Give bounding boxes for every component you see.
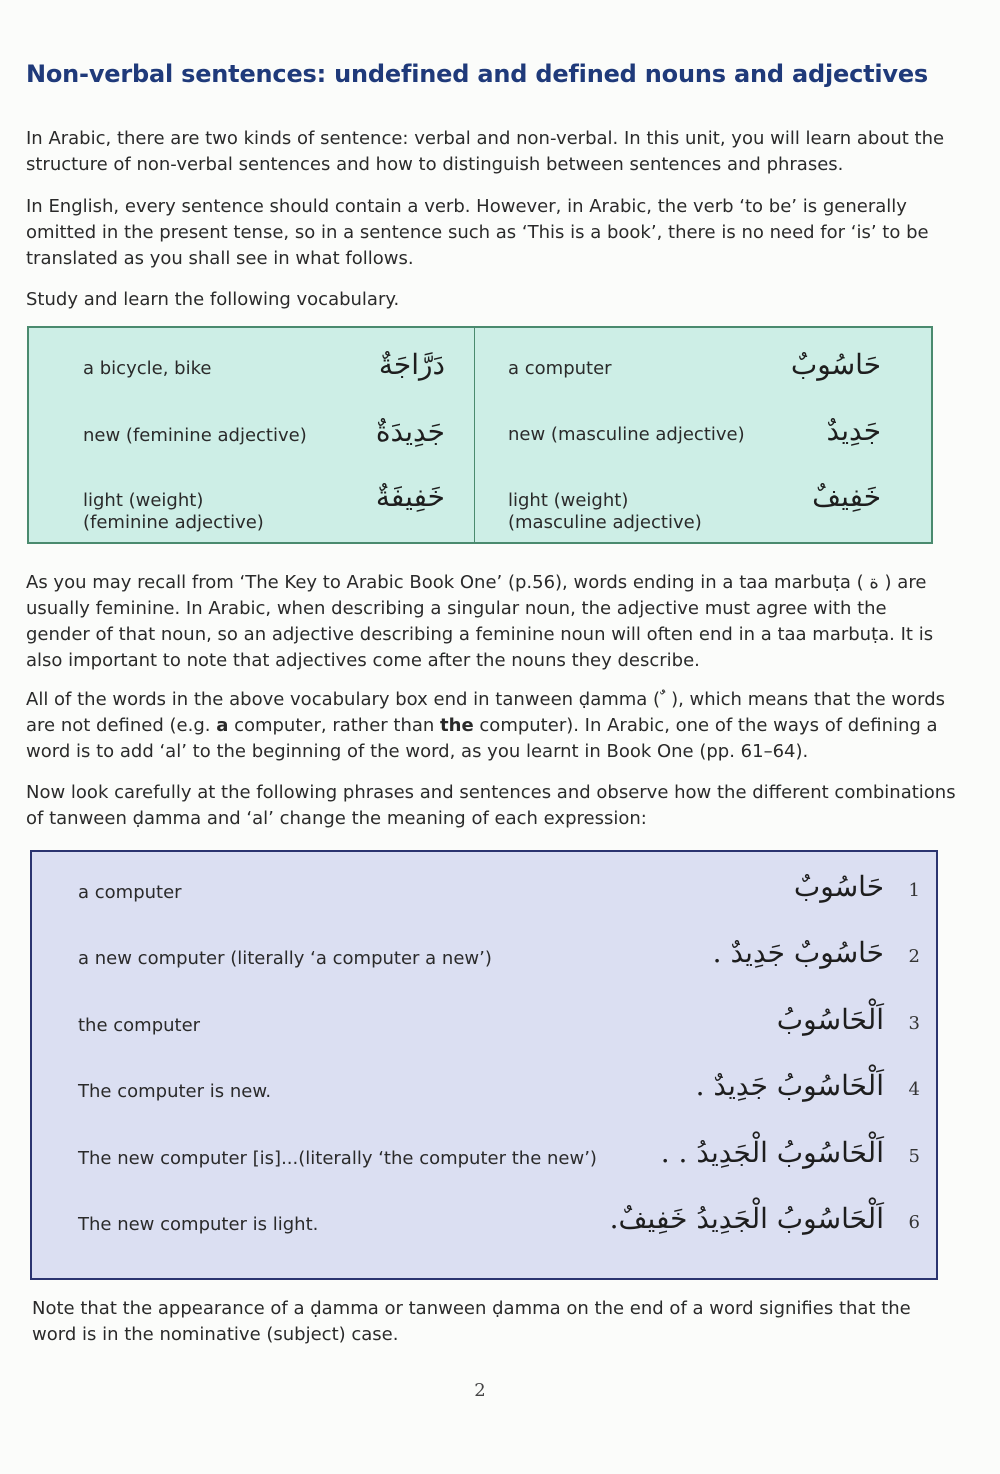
example-english-6: The new computer is light. <box>78 1214 319 1235</box>
vocab-arabic-bicycle: دَرَّاجَةٌ <box>378 348 445 381</box>
example-english-3: the computer <box>78 1015 201 1036</box>
vocab-english-new-masculine: new (masculine adjective) <box>508 424 745 445</box>
section-heading: Non-verbal sentences: undefined and defined nouns and adjectives <box>26 60 929 88</box>
vocab-arabic-computer: حَاسُوبٌ <box>790 348 881 381</box>
page-number: 2 <box>474 1380 486 1401</box>
combinations-paragraph: Now look carefully at the following phrases and sentences and observe how the different combinations of tanween ḍamma and ‘al’ change the meaning of each expression: <box>26 782 956 829</box>
example-number-5: 5 <box>908 1146 920 1167</box>
example-english-1: a computer <box>78 882 182 903</box>
vocabulary-box <box>27 326 933 544</box>
tanween-text-a: All of the words in the above vocabulary box end in tanween ḍamma ( ٌ ), which means that the words are not defined (e.g. <box>26 689 945 736</box>
intro-paragraph-2: In English, every sentence should contain a verb. However, in Arabic, the verb ‘to be’ is generally omitted in the present tense, so in a sentence such as ‘This is a book’, there is no need for ‘is’ to be translated as you shall see in what follows. <box>26 196 929 269</box>
vocab-arabic-light-masculine: خَفِيفٌ <box>812 480 881 513</box>
vocab-english-bicycle: a bicycle, bike <box>83 358 212 379</box>
vocab-arabic-light-feminine: خَفِيفَةٌ <box>375 480 445 513</box>
intro-paragraph-3: Study and learn the following vocabulary. <box>26 289 400 310</box>
tanween-text-b: computer, rather than <box>228 715 441 736</box>
taa-marbuta-paragraph: As you may recall from ‘The Key to Arabic Book One’ (p.56), words ending in a taa marbuṭa ( ة ) are usually feminine. In Arabic, when describing a singular noun, the adjective must agree with the gender of that noun, so an adjective describing a feminine noun will often end in a taa marbuṭa. It is also important to note that adjectives come after the nouns they describe. <box>26 572 934 671</box>
vocab-english-light-feminine: light (weight) (feminine adjective) <box>83 490 264 533</box>
example-number-3: 3 <box>908 1013 920 1034</box>
example-arabic-4: اَلْحَاسُوبُ جَدِيدٌ . <box>695 1069 884 1102</box>
examples-box <box>30 850 938 1280</box>
example-number-2: 2 <box>908 946 920 967</box>
vocab-arabic-new-masculine: جَدِيدٌ <box>826 414 881 447</box>
vocab-english-light-masculine: light (weight) (masculine adjective) <box>508 490 702 533</box>
example-english-5: The new computer [is]...(literally ‘the computer the new’) <box>78 1148 597 1169</box>
example-arabic-6: اَلْحَاسُوبُ الْجَدِيدُ خَفِيفٌ. <box>609 1202 884 1235</box>
tanween-paragraph <box>26 687 956 765</box>
vocab-arabic-new-feminine: جَدِيدَةٌ <box>375 415 445 448</box>
example-english-4: The computer is new. <box>78 1081 272 1102</box>
example-number-4: 4 <box>908 1079 920 1100</box>
vocab-english-new-feminine: new (feminine adjective) <box>83 425 307 446</box>
tanween-bold-a: a <box>216 715 229 736</box>
vocab-english-computer: a computer <box>508 358 612 379</box>
example-english-2: a new computer (literally ‘a computer a new’) <box>78 948 492 969</box>
tanween-bold-the: the <box>440 715 474 736</box>
vocabulary-divider <box>474 328 475 542</box>
tanween-text-c: computer). In Arabic, one of the ways of defining a word is to add ‘al’ to the beginning of the word, as you learnt in Book One (pp. 61–64). <box>26 715 938 762</box>
example-arabic-3: اَلْحَاسُوبُ <box>776 1003 884 1036</box>
example-number-1: 1 <box>908 880 920 901</box>
nominative-note: Note that the appearance of a ḍamma or tanween ḍamma on the end of a word signifies that the word is in the nominative (subject) case. <box>32 1298 911 1345</box>
example-arabic-5: اَلْحَاسُوبُ الْجَدِيدُ . . <box>660 1136 884 1169</box>
intro-paragraph-1: In Arabic, there are two kinds of sentence: verbal and non-verbal. In this unit, you will learn about the structure of non-verbal sentences and how to distinguish between sentences and phrases. <box>26 128 945 175</box>
example-arabic-1: حَاسُوبٌ <box>793 870 884 903</box>
example-number-6: 6 <box>908 1212 920 1233</box>
example-arabic-2: حَاسُوبٌ جَدِيدٌ . <box>712 936 884 969</box>
